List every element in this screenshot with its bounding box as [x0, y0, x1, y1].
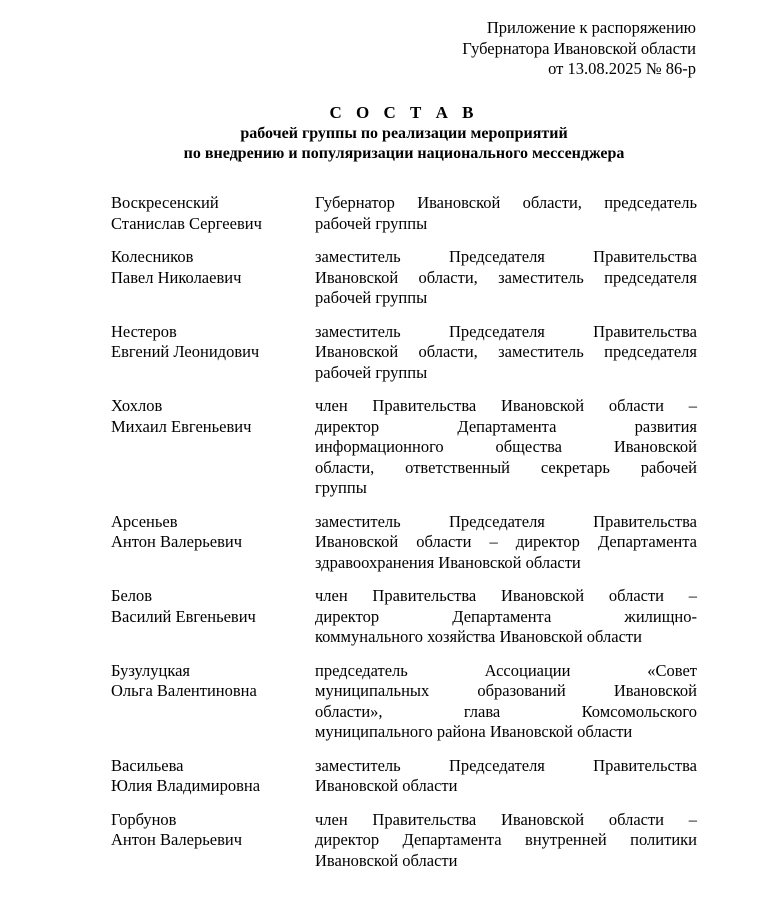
member-position-line: рабочей группы: [315, 362, 428, 382]
member-position-line: рабочей группы: [315, 213, 428, 233]
member-row: [111, 193, 697, 234]
member-surname: Арсеньев: [111, 511, 178, 531]
member-position-line: области, ответственный секретарь рабочей: [315, 457, 697, 477]
member-surname: Нестеров: [111, 321, 177, 341]
member-position-line: здравоохранения Ивановской области: [315, 552, 581, 572]
document-title: С О С Т А В: [329, 103, 479, 122]
appendix-line: Приложение к распоряжению: [486, 18, 696, 37]
document-subtitle: по внедрению и популяризации национального мессенджера: [183, 145, 625, 162]
member-surname: Горбунов: [111, 809, 177, 829]
member-position-line: информационного общества Ивановской: [315, 437, 697, 456]
member-position-line: муниципального района Ивановской области: [315, 722, 633, 741]
member-name: [111, 193, 315, 234]
member-position-line: рабочей группы: [315, 288, 428, 307]
member-position-line: директор Департамента жилищно-: [315, 606, 697, 626]
member-position: [315, 586, 697, 648]
member-position-line: коммунального хозяйства Ивановской области: [315, 627, 642, 646]
member-row: [111, 512, 697, 574]
member-row: [111, 661, 697, 743]
member-position-line: Ивановской области: [315, 776, 458, 795]
appendix-line: Губернатора Ивановской области: [462, 38, 696, 58]
member-position-line: муниципальных образований Ивановской: [315, 681, 697, 700]
member-position: [315, 247, 697, 309]
member-position-line: член Правительства Ивановской области –: [315, 586, 697, 605]
member-given-names: Ольга Валентиновна: [111, 681, 257, 700]
member-position: [315, 322, 697, 384]
document-subtitle: рабочей группы по реализации мероприятий: [240, 125, 568, 142]
member-surname: Воскресенский: [111, 193, 219, 212]
member-position-line: член Правительства Ивановской области –: [315, 396, 697, 415]
member-row: [111, 756, 697, 797]
member-surname: Хохлов: [111, 396, 163, 415]
member-position: [315, 810, 697, 872]
member-position-line: Ивановской области, заместитель председателя: [315, 267, 697, 287]
member-surname: Колесников: [111, 247, 194, 266]
member-position-line: заместитель Председателя Правительства: [315, 247, 697, 266]
member-name: [111, 247, 315, 288]
member-given-names: Василий Евгеньевич: [111, 606, 256, 626]
member-name: [111, 322, 315, 363]
member-row: [111, 322, 697, 384]
member-position-line: заместитель Председателя Правительства: [315, 511, 697, 531]
member-surname: Белов: [111, 586, 153, 605]
member-surname: Бузулуцкая: [111, 660, 191, 680]
member-name: [111, 586, 315, 627]
member-position-line: Ивановской области – директор Департамента: [315, 532, 697, 551]
member-row: [111, 586, 697, 648]
member-position-line: директор Департамента внутренней политики: [315, 830, 697, 849]
member-name: [111, 661, 315, 702]
title-block: [0, 102, 780, 164]
member-name: [111, 810, 315, 851]
member-given-names: Михаил Евгеньевич: [111, 416, 252, 436]
member-given-names: Станислав Сергеевич: [111, 213, 262, 233]
member-position-line: директор Департамента развития: [315, 416, 697, 436]
member-row: [111, 247, 697, 309]
member-name: [111, 512, 315, 553]
member-name: [111, 756, 315, 797]
member-position-line: заместитель Председателя Правительства: [315, 755, 697, 775]
member-given-names: Юлия Владимировна: [111, 776, 261, 795]
member-position-line: Ивановской области, заместитель председателя: [315, 342, 697, 361]
member-position-line: председатель Ассоциации «Совет: [315, 660, 697, 680]
appendix-header: [462, 18, 696, 80]
member-surname: Васильева: [111, 755, 184, 775]
member-position: [315, 661, 697, 743]
member-given-names: Евгений Леонидович: [111, 342, 260, 361]
member-position-line: Ивановской области: [315, 850, 458, 870]
member-given-names: Павел Николаевич: [111, 267, 242, 287]
member-position: [315, 512, 697, 574]
member-position: [315, 193, 697, 234]
members-list: [111, 193, 697, 884]
appendix-date-number: от 13.08.2025 № 86-р: [548, 59, 696, 78]
member-position: [315, 756, 697, 797]
member-row: [111, 396, 697, 499]
member-position-line: группы: [315, 478, 367, 497]
member-given-names: Антон Валерьевич: [111, 830, 242, 849]
member-position-line: Губернатор Ивановской области, председатель: [315, 193, 697, 212]
member-name: [111, 396, 315, 437]
member-position: [315, 396, 697, 499]
member-position-line: член Правительства Ивановской области –: [315, 809, 697, 829]
member-position-line: заместитель Председателя Правительства: [315, 321, 697, 341]
member-row: [111, 810, 697, 872]
member-position-line: области», глава Комсомольского: [315, 701, 697, 721]
member-given-names: Антон Валерьевич: [111, 532, 242, 551]
